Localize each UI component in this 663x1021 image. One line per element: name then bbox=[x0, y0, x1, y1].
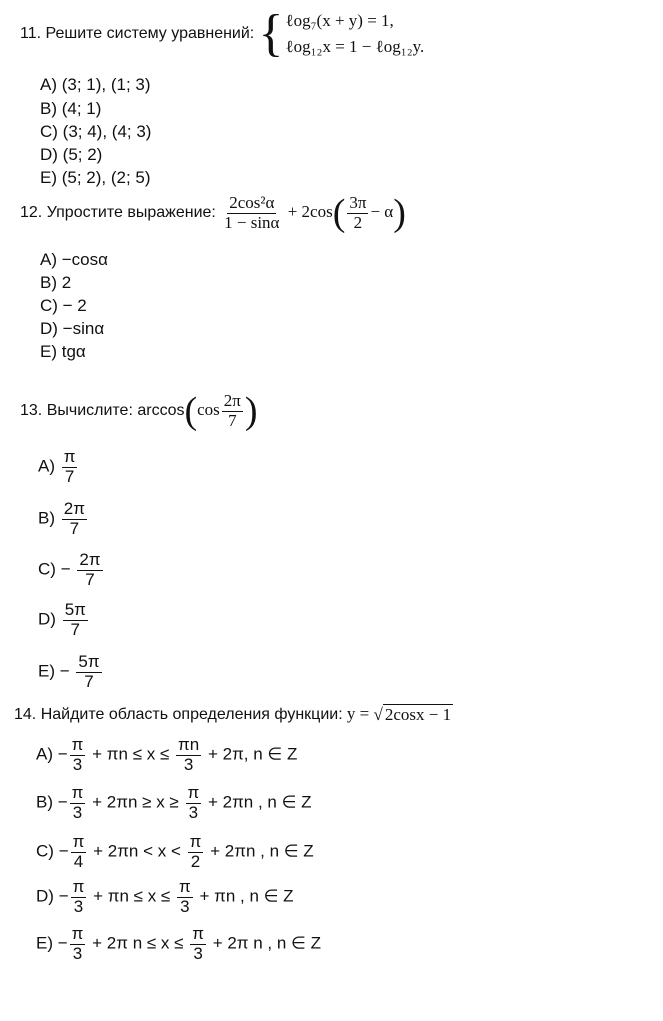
q11-option-d[interactable]: D) (5; 2) bbox=[40, 145, 103, 164]
q12-label: 12. Упростите выражение: bbox=[20, 204, 216, 222]
option-den: 3 bbox=[72, 754, 83, 774]
q12-inner-tail: − α bbox=[370, 202, 394, 222]
q13-option-d[interactable] bbox=[38, 601, 90, 639]
option-letter: B) bbox=[36, 792, 53, 812]
q13-cos: cos bbox=[197, 400, 220, 420]
q12-inner-num: 3π bbox=[349, 193, 367, 212]
option-num: π bbox=[179, 877, 191, 896]
q12-frac-num: 2cos²α bbox=[229, 193, 275, 212]
option-num: π bbox=[72, 877, 85, 896]
q12-inner-den: 2 bbox=[353, 212, 363, 232]
option-den: 7 bbox=[69, 518, 80, 538]
option-den: 3 bbox=[183, 754, 194, 774]
option-mid: + πn ≤ x ≤ bbox=[92, 744, 170, 764]
q14-option-a[interactable] bbox=[36, 736, 297, 774]
q14-statement bbox=[14, 704, 453, 725]
q13-option-c[interactable] bbox=[38, 551, 105, 589]
q12-plus: + 2cos bbox=[287, 202, 333, 222]
option-sign: − bbox=[58, 841, 69, 861]
q12-option-c[interactable]: C) − 2 bbox=[40, 296, 87, 315]
q11-system bbox=[258, 5, 425, 62]
option-fraction-1 bbox=[71, 833, 87, 871]
q11-option-e[interactable]: E) (5; 2), (2; 5) bbox=[40, 168, 151, 187]
option-fraction bbox=[62, 448, 78, 486]
q13-statement: 13. Вычислите: arccos(cos $\frac{2\pi}{7}$ ) bbox=[20, 390, 258, 433]
q11-option-c[interactable]: C) (3; 4), (4; 3) bbox=[40, 122, 152, 141]
q12-fraction bbox=[222, 194, 281, 232]
option-den: 3 bbox=[72, 943, 83, 963]
option-letter: A) bbox=[38, 456, 55, 476]
option-fraction-2 bbox=[176, 736, 201, 774]
q13-num: 2π bbox=[223, 391, 241, 410]
option-letter: E) bbox=[38, 661, 55, 681]
option-fraction bbox=[63, 601, 88, 639]
option-num: π bbox=[192, 924, 204, 943]
q14-option-d[interactable] bbox=[36, 878, 294, 916]
option-tail: + 2πn , n ∈ Z bbox=[207, 792, 312, 812]
option-mid: + 2πn ≥ x ≥ bbox=[92, 792, 179, 812]
q11-eq1: ℓog₇(x + y) = 1, bbox=[285, 11, 394, 30]
option-den: 4 bbox=[73, 851, 84, 871]
q11-brace: { bbox=[258, 5, 284, 62]
q11-option-a[interactable]: A) (3; 1), (1; 3) bbox=[40, 75, 151, 94]
q14-option-e[interactable] bbox=[36, 925, 321, 963]
q12-option-a[interactable]: A) −cosα bbox=[40, 250, 108, 269]
option-num: 2π bbox=[79, 550, 101, 569]
q12-statement: 12. Упростите выражение: $\frac{\text{2cos²α}}{1 - \sin\alpha}$ + 2cos( $\frac{3\pi}{2}$ − α) bbox=[20, 192, 406, 235]
option-sign: − bbox=[59, 661, 70, 681]
q13-fraction bbox=[222, 392, 243, 430]
option-sign: − bbox=[60, 559, 71, 579]
q13-option-e[interactable] bbox=[38, 653, 104, 691]
q13-option-b[interactable] bbox=[38, 500, 89, 538]
option-tail: + 2π, n ∈ Z bbox=[207, 744, 298, 764]
option-fraction-2 bbox=[188, 833, 204, 871]
option-num: 5π bbox=[78, 652, 100, 671]
q13-label: 13. Вычислите: arccos bbox=[20, 402, 185, 420]
option-sign: − bbox=[57, 744, 68, 764]
q13-den: 7 bbox=[228, 410, 237, 430]
option-letter: C) bbox=[38, 559, 56, 579]
option-tail: + 2πn , n ∈ Z bbox=[210, 841, 314, 861]
option-fraction-1 bbox=[70, 736, 86, 774]
option-sign: − bbox=[57, 933, 68, 953]
option-num: π bbox=[187, 783, 200, 802]
option-tail: + πn , n ∈ Z bbox=[199, 886, 294, 906]
q12-option-b[interactable]: B) 2 bbox=[40, 273, 72, 292]
option-num: πn bbox=[178, 735, 200, 754]
option-den: 3 bbox=[72, 802, 83, 822]
option-fraction-2 bbox=[177, 878, 193, 916]
option-num: π bbox=[71, 924, 84, 943]
option-sign: − bbox=[58, 886, 69, 906]
q12-inner-fraction bbox=[347, 194, 368, 232]
q14-sqrt: √ 2cosx − 1 bbox=[373, 705, 452, 725]
option-fraction-2 bbox=[190, 925, 206, 963]
option-num: π bbox=[72, 832, 85, 851]
q14-label: 14. Найдите область определения функции: bbox=[14, 706, 343, 723]
option-letter: C) bbox=[36, 841, 54, 861]
option-fraction bbox=[76, 653, 101, 691]
option-mid: + 2π n ≤ x ≤ bbox=[92, 933, 184, 953]
q14-option-b[interactable] bbox=[36, 784, 312, 822]
option-fraction-1 bbox=[71, 878, 87, 916]
option-fraction-1 bbox=[70, 925, 86, 963]
option-den: 7 bbox=[84, 671, 94, 691]
option-fraction-2 bbox=[186, 784, 202, 822]
option-num: 2π bbox=[63, 499, 85, 518]
option-num: π bbox=[71, 735, 84, 754]
option-letter: A) bbox=[36, 744, 53, 764]
option-den: 7 bbox=[64, 466, 75, 486]
option-den: 2 bbox=[190, 851, 201, 871]
q14-radicand: 2cosx − 1 bbox=[384, 705, 452, 725]
option-den: 3 bbox=[180, 896, 190, 916]
option-den: 7 bbox=[70, 619, 81, 639]
q11-statement bbox=[20, 5, 425, 62]
q11-option-b[interactable]: B) (4; 1) bbox=[40, 99, 102, 118]
option-fraction-1 bbox=[70, 784, 86, 822]
option-letter: D) bbox=[38, 609, 56, 629]
option-den: 3 bbox=[188, 802, 199, 822]
option-den: 7 bbox=[85, 569, 95, 589]
option-num: π bbox=[189, 832, 202, 851]
q12-option-d[interactable]: D) −sinα bbox=[40, 319, 105, 338]
option-den: 3 bbox=[73, 896, 84, 916]
q11-eq2: ℓog₁₂x = 1 − ℓog₁₂y. bbox=[285, 37, 425, 56]
option-den: 3 bbox=[193, 943, 203, 963]
option-fraction bbox=[62, 500, 87, 538]
option-letter: D) bbox=[36, 886, 54, 906]
q14-func-left: y = bbox=[346, 704, 370, 723]
option-mid: + 2πn < x < bbox=[93, 841, 181, 861]
option-num: π bbox=[71, 783, 84, 802]
option-mid: + πn ≤ x ≤ bbox=[93, 886, 171, 906]
option-fraction bbox=[77, 551, 102, 589]
option-letter: E) bbox=[36, 933, 53, 953]
q14-option-c[interactable] bbox=[36, 833, 314, 871]
q12-frac-den: 1 − sinα bbox=[224, 212, 280, 232]
option-num: π bbox=[63, 447, 76, 466]
option-num: 5π bbox=[64, 600, 86, 619]
option-tail: + 2π n , n ∈ Z bbox=[212, 933, 321, 953]
option-letter: B) bbox=[38, 508, 55, 528]
option-sign: − bbox=[57, 792, 68, 812]
q13-option-a[interactable] bbox=[38, 448, 79, 486]
q11-label: 11. Решите систему уравнений: bbox=[20, 24, 255, 42]
q12-option-e[interactable]: E) tgα bbox=[40, 342, 86, 361]
